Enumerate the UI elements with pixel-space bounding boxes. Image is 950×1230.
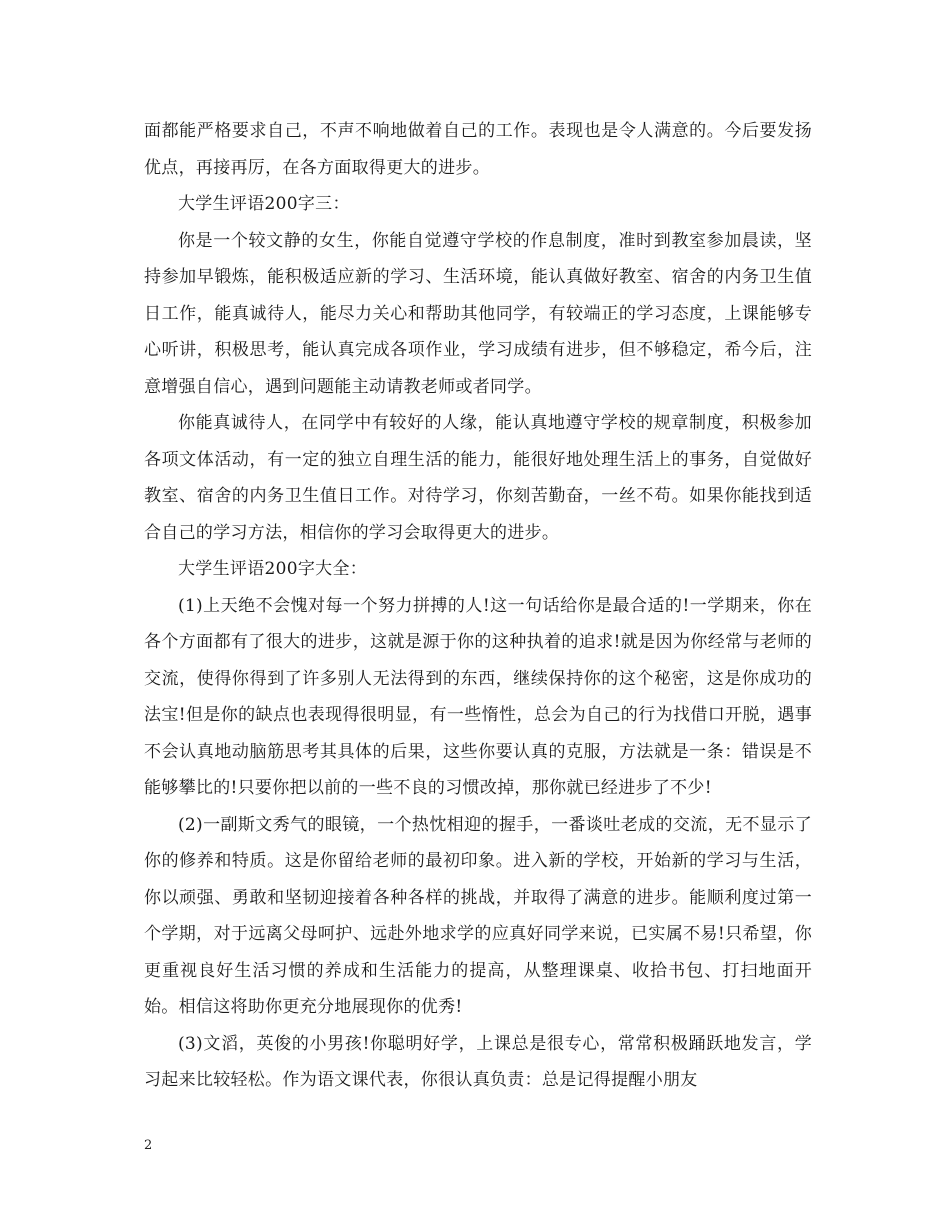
paragraph: 你是一个较文静的女生，你能自觉遵守学校的作息制度，准时到教室参加晨读，坚持参加早锻炼，能积极适应新的学习、生活环境，能认真做好教室、宿舍的内务卫生值日工作，能真诚待人，能尽力关心和帮助其他同学，有较端正的学习态度，上课能够专心听讲，积极思考，能认真完成各项作业，学习成绩有进步，但不够稳定，希今后，注意增强自信心，遇到问题能主动请教老师或者同学。: [144, 230, 812, 397]
section-heading: 大学生评语200字三：: [178, 194, 350, 214]
paragraph: 面都能严格要求自己，不声不响地做着自己的工作。表现也是令人满意的。今后要发扬优点，再接再厉，在各方面取得更大的进步。: [144, 121, 812, 178]
section-heading: 大学生评语200字大全：: [178, 559, 368, 579]
paragraph: 你能真诚待人，在同学中有较好的人缘，能认真地遵守学校的规章制度，积极参加各项文体活动，有一定的独立自理生活的能力，能很好地处理生活上的事务，自觉做好教室、宿舍的内务卫生值日工作。对待学习，你刻苦勤奋，一丝不苟。如果你能找到适合自己的学习方法，相信你的学习会取得更大的进步。: [144, 413, 812, 543]
page-number: 2: [144, 1138, 153, 1153]
paragraph: (3)文滔，英俊的小男孩!你聪明好学，上课总是很专心，常常积极踊跃地发言，学习起来比较轻松。作为语文课代表，你很认真负责：总是记得提醒小朋友: [144, 1033, 812, 1090]
paragraph: (1)上天绝不会愧对每一个努力拼搏的人!这一句话给你是最合适的!一学期来，你在各个方面都有了很大的进步，这就是源于你的这种执着的追求!就是因为你经常与老师的交流，使得你得到了许多别人无法得到的东西，继续保持你的这个秘密，这是你成功的法宝!但是你的缺点也表现得很明显，有一些惰性，总会为自己的行为找借口开脱，遇事不会认真地动脑筋思考其具体的后果，这些你要认真的克服，方法就是一条：错误是不能够攀比的!只要你把以前的一些不良的习惯改掉，那你就已经进步了不少!: [144, 595, 812, 798]
paragraph: (2)一副斯文秀气的眼镜，一个热忱相迎的握手，一番谈吐老成的交流，无不显示了你的修养和特质。这是你留给老师的最初印象。进入新的学校，开始新的学习与生活，你以顽强、勇敢和坚韧迎接着各种各样的挑战，并取得了满意的进步。能顺利度过第一个学期，对于远离父母呵护、远赴外地求学的应真好同学来说，已实属不易!只希望，你更重视良好生活习惯的养成和生活能力的提高，从整理课桌、收拾书包、打扫地面开始。相信这将助你更充分地展现你的优秀!: [144, 814, 812, 1017]
body-text: [144, 113, 812, 1099]
